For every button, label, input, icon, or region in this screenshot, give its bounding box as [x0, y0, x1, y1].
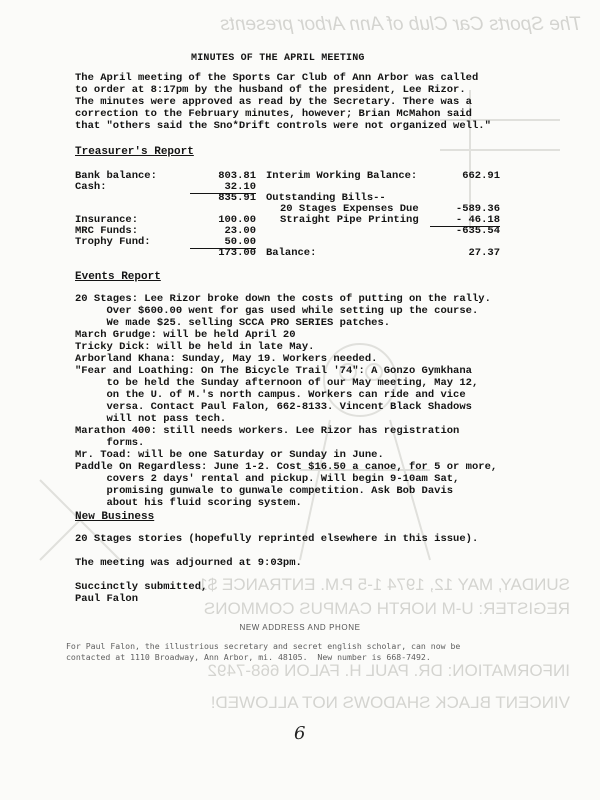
- ledger-subtotal: 835.91: [218, 192, 256, 204]
- event-line: We made $25. selling SCCA PRO SERIES patches.: [75, 317, 391, 329]
- signoff: [75, 581, 207, 605]
- ledger-value: 50.00: [190, 236, 256, 249]
- event-line: promising gunwale to gunwale competition. Ask Bob Davis: [75, 485, 454, 497]
- bleed-line-5: VINCENT BLACK SHADOWS NOT ALLOWED!: [210, 693, 570, 712]
- ledger-value: 23.00: [224, 225, 256, 237]
- bills-total: -635.54: [455, 225, 500, 237]
- event-line: Paddle On Regardless: June 1-2. Cost $16.50 a canoe, for 5 or more,: [75, 461, 498, 473]
- event-line: Tricky Dick: will be held in late May.: [75, 341, 315, 353]
- events-heading: Events Report: [75, 271, 161, 283]
- ledger-value: 803.81: [218, 170, 256, 182]
- bleed-line-4: INFORMATION: DR. PAUL H. FALON 668-7492: [207, 661, 570, 680]
- ledger-subtotal: 173.00: [218, 247, 256, 259]
- new-business-heading: New Business: [75, 511, 155, 523]
- page-number: 6: [294, 723, 306, 744]
- ledger-label: Cash:: [75, 181, 107, 193]
- intro-line: correction to the February minutes, however; Brian McMahon said: [75, 108, 472, 120]
- event-line: versa. Contact Paul Falon, 662-8133. Vincent Black Shadows: [75, 401, 472, 413]
- intro-line: to order at 8:17pm by the husband of the president, Lee Rizor.: [75, 84, 466, 96]
- event-line: Mr. Toad: will be one Saturday or Sunday in June.: [75, 449, 384, 461]
- adjournment-text: The meeting was adjourned at 9:03pm.: [75, 557, 302, 569]
- event-line: to be held the Sunday afternoon of our May meeting, May 12,: [75, 377, 479, 389]
- events-report: [75, 293, 497, 509]
- notice-line: For Paul Falon, the illustrious secretary and secret english scholar, can now be: [66, 641, 461, 651]
- new-business-text: 20 Stages stories (hopefully reprinted elsewhere in this issue).: [75, 533, 479, 545]
- bill-label: 20 Stages Expenses Due: [280, 203, 419, 215]
- ledger-value: 100.00: [218, 214, 256, 226]
- intro-paragraph: [75, 72, 491, 132]
- event-line: will not pass tech.: [75, 413, 227, 425]
- page-title: MINUTES OF THE APRIL MEETING: [191, 53, 365, 64]
- bill-value: - 46.18: [430, 214, 500, 227]
- ledger-label: Trophy Fund:: [75, 236, 151, 248]
- balance-value: 27.37: [468, 247, 500, 259]
- event-line: Arborland Khana: Sunday, May 19. Workers needed.: [75, 353, 378, 365]
- event-line: Marathon 400: still needs workers. Lee Rizor has registration: [75, 425, 460, 437]
- event-line: forms.: [75, 437, 145, 449]
- ledger-label: Bank balance:: [75, 170, 157, 182]
- event-line: covers 2 days' rental and pickup. Will begin 9-10am Sat,: [75, 473, 460, 485]
- notice-line: contacted at 1110 Broadway, Ann Arbor, mi. 48105. New number is 668-7492.: [66, 651, 431, 662]
- bleed-line-1: The Sports Car Club of Ann Arbor presents: [220, 14, 582, 35]
- intro-line: The April meeting of the Sports Car Club of Ann Arbor was called: [75, 72, 479, 84]
- notice-title: NEW ADDRESS AND PHONE: [239, 623, 361, 632]
- event-line: on the U. of M.'s north campus. Workers can ride and vice: [75, 389, 466, 401]
- event-line: Over $600.00 went for gas used while setting up the course.: [75, 305, 479, 317]
- bill-value: -589.36: [455, 203, 500, 215]
- ledger-label: Insurance:: [75, 214, 139, 226]
- signoff-closing: Succinctly submitted,: [75, 581, 208, 593]
- bleed-line-2: SUNDAY, MAY 12, 1974 1-5 P.M. ENTRANCE $1: [198, 575, 570, 594]
- intro-line: that "others said the Sno*Drift controls were not organized well.": [75, 120, 491, 132]
- event-line: March Grudge: will be held April 20: [75, 329, 296, 341]
- treasurer-heading: Treasurer's Report: [75, 146, 194, 158]
- signoff-name: Paul Falon: [75, 593, 139, 605]
- ledger-label: MRC Funds:: [75, 225, 139, 237]
- event-line: "Fear and Loathing: On The Bicycle Trail '74": A Gonzo Gymkhana: [75, 365, 472, 377]
- ledger-value: 32.10: [190, 181, 256, 194]
- bleed-line-3: REGISTER: U-M NORTH CAMPUS COMMONS: [203, 599, 570, 618]
- outstanding-bills-label: Outstanding Bills--: [266, 192, 386, 204]
- intro-line: The minutes were approved as read by the Secretary. There was a: [75, 96, 472, 108]
- event-line: about his fluid scoring system.: [75, 497, 302, 509]
- bill-label: Straight Pipe Printing: [280, 214, 419, 226]
- notice-body: [66, 641, 460, 662]
- event-line: 20 Stages: Lee Rizor broke down the costs of putting on the rally.: [75, 293, 491, 305]
- balance-label: Balance:: [266, 247, 317, 259]
- interim-balance-label: Interim Working Balance:: [266, 170, 418, 182]
- interim-balance-value: 662.91: [462, 170, 500, 182]
